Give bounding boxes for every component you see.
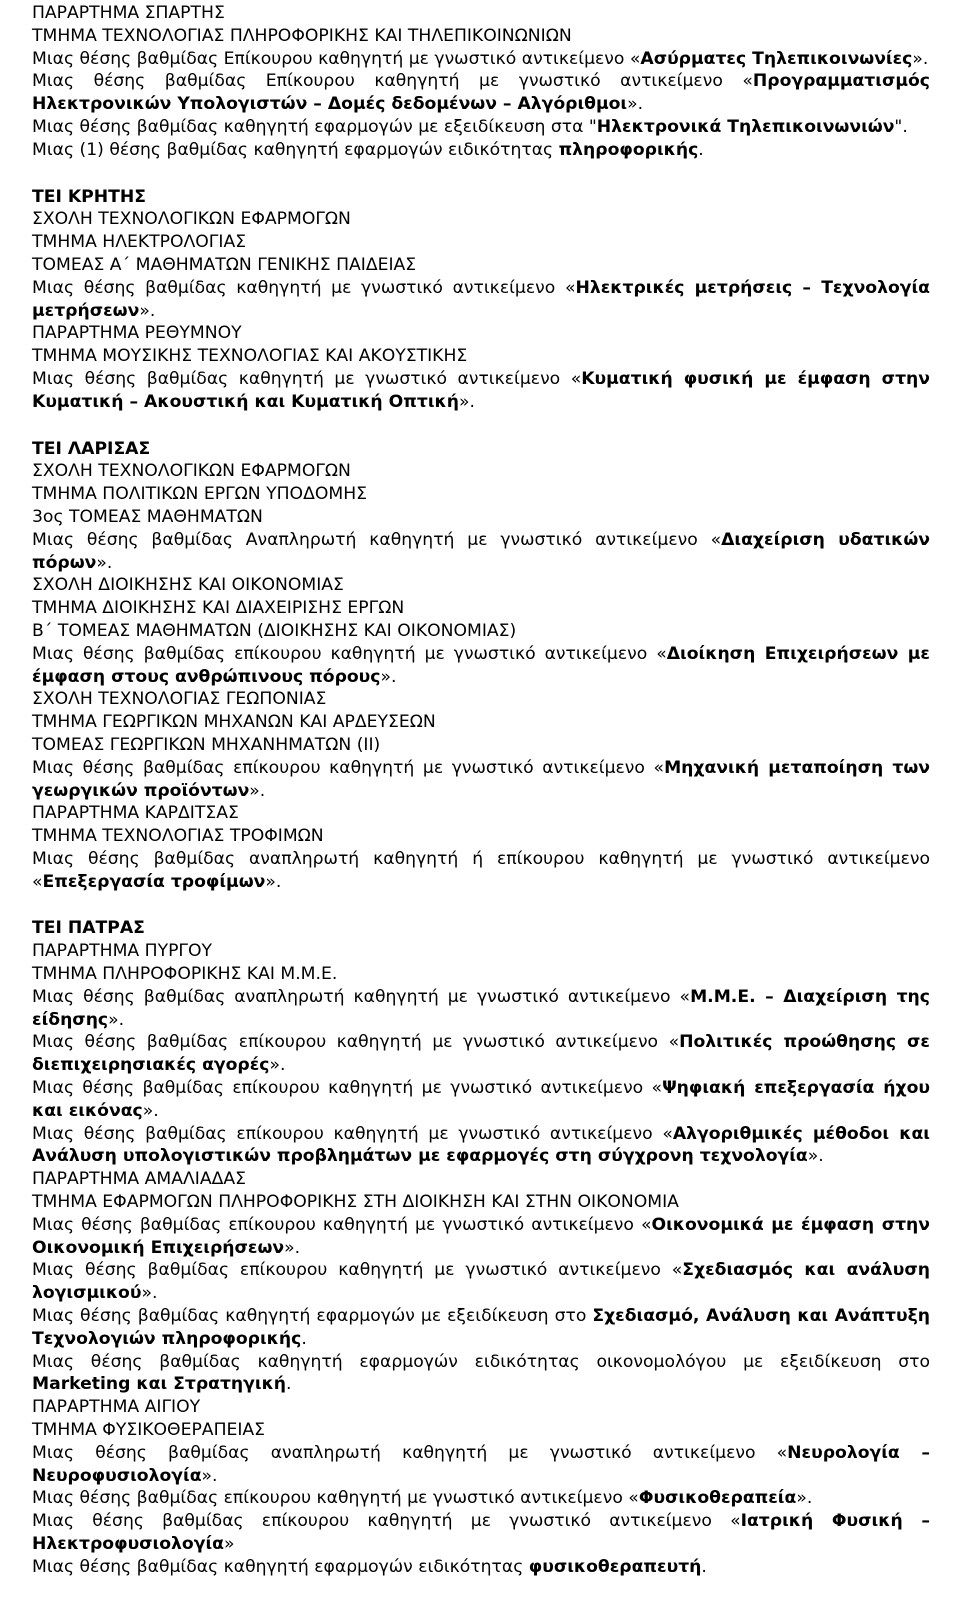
paragraph-text: Μιας θέσης βαθμίδας επίκουρου καθηγητή με γνωστικό αντικείμενο « [32, 643, 667, 664]
position-paragraph [32, 757, 930, 803]
paragraph-text: ». [380, 666, 397, 687]
paragraph-text: Μιας θέσης βαθμίδας Αναπληρωτή καθηγητή με γνωστικό αντικείμενο « [32, 529, 722, 550]
paragraph-text: Μιας θέσης βαθμίδας επίκουρου καθηγητή με γνωστικό αντικείμενο « [32, 1260, 683, 1281]
institution-heading: ΤΕΙ ΛΑΡΙΣΑΣ [32, 438, 151, 459]
subject-text: Επεξεργασία τροφίμων [42, 871, 266, 892]
unit-line: ΤΟΜΕΑΣ Α΄ ΜΑΘΗΜΑΤΩΝ ΓΕΝΙΚΗΣ ΠΑΙΔΕΙΑΣ [32, 254, 417, 275]
position-paragraph [32, 70, 930, 116]
position-paragraph [32, 986, 930, 1032]
position-paragraph [32, 1487, 930, 1510]
paragraph-text: Μιας θέσης βαθμίδας επίκουρου καθηγητή με γνωστικό αντικείμενο « [32, 757, 665, 778]
subject-text: Κυματική φυσική με έμφαση στην Κυματική – Ακουστική και Κυματική Οπτική [32, 368, 930, 412]
unit-line: ΠΑΡΑΡΤΗΜΑ ΠΥΡΓΟΥ [32, 941, 213, 962]
subject-text: Ιατρική Φυσική – Ηλεκτροφυσιολογία [32, 1511, 930, 1554]
paragraph-text: Μιας θέσης βαθμίδας καθηγητή εφαρμογών με εξειδίκευση στα " [32, 116, 597, 137]
unit-line: ΤΜΗΜΑ ΓΕΩΡΓΙΚΩΝ ΜΗΧΑΝΩΝ ΚΑΙ ΑΡΔΕΥΣΕΩΝ [32, 712, 436, 733]
paragraph-text: ». [141, 1283, 158, 1304]
subject-text: Σχεδιασμός και ανάλυση λογισμικού [32, 1260, 930, 1304]
unit-line: ΤΜΗΜΑ ΤΕΧΝΟΛΟΓΙΑΣ ΠΛΗΡΟΦΟΡΙΚΗΣ ΚΑΙ ΤΗΛΕΠΙΚΟΙΝΩΝΙΩΝ [32, 25, 572, 46]
position-paragraph [32, 848, 930, 894]
subject-text: Νευρολογία – Νευροφυσιολογία [32, 1442, 930, 1486]
subject-text: Πολιτικές προώθησης σε διεπιχειρησιακές αγορές [32, 1032, 930, 1076]
position-paragraph [32, 1556, 930, 1579]
subject-text: Οικονομικά με έμφαση στην Οικονομική Επιχειρήσεων [32, 1214, 930, 1258]
paragraph-text: ». [249, 780, 266, 801]
paragraph-text: Μιας θέσης βαθμίδας καθηγητή με γνωστικό αντικείμενο « [32, 277, 576, 298]
subject-text: φυσικοθεραπευτή [528, 1556, 702, 1577]
position-paragraph [32, 1259, 930, 1305]
paragraph-text: ». [139, 300, 156, 321]
unit-line: ΣΧΟΛΗ ΤΕΧΝΟΛΟΓΙΚΩΝ ΕΦΑΡΜΟΓΩΝ [32, 461, 351, 482]
position-paragraph [32, 1214, 930, 1260]
position-paragraph [32, 1351, 930, 1397]
subject-text: Ψηφιακή επεξεργασία ήχου και εικόνας [32, 1078, 930, 1121]
subject-text: Μ.Μ.Ε. – Διαχείριση της είδησης [32, 986, 930, 1030]
paragraph-text: . [301, 1328, 307, 1349]
unit-line: ΤΜΗΜΑ ΜΟΥΣΙΚΗΣ ΤΕΧΝΟΛΟΓΙΑΣ ΚΑΙ ΑΚΟΥΣΤΙΚΗΣ [32, 346, 468, 367]
paragraph-text: ». [796, 1488, 813, 1509]
subject-text: Μηχανική μεταποίηση των γεωργικών προϊόντων [32, 757, 930, 801]
paragraph-text: Μιας θέσης βαθμίδας Επίκουρου καθηγητή με γνωστικό αντικείμενο « [32, 71, 753, 92]
unit-line: ΣΧΟΛΗ ΤΕΧΝΟΛΟΓΙΚΩΝ ΕΦΑΡΜΟΓΩΝ [32, 209, 351, 230]
paragraph-text: Μιας θέσης βαθμίδας καθηγητή με γνωστικό αντικείμενο « [32, 368, 582, 389]
paragraph-text: Μιας θέσης βαθμίδας επίκουρου καθηγητή με γνωστικό αντικείμενο « [32, 1214, 652, 1235]
unit-line: ΤΜΗΜΑ ΠΟΛΙΤΙΚΩΝ ΕΡΓΩΝ ΥΠΟΔΟΜΗΣ [32, 484, 367, 505]
paragraph-text: ». [807, 1146, 824, 1167]
paragraph-text: Μιας θέσης βαθμίδας Επίκουρου καθηγητή με γνωστικό αντικείμενο « [32, 48, 641, 69]
section-spacer [32, 893, 930, 917]
paragraph-text: . [698, 139, 704, 160]
unit-line: ΤΜΗΜΑ ΗΛΕΚΤΡΟΛΟΓΙΑΣ [32, 232, 247, 253]
paragraph-text: ". [894, 116, 908, 137]
unit-line: ΣΧΟΛΗ ΤΕΧΝΟΛΟΓΙΑΣ ΓΕΩΠΟΝΙΑΣ [32, 689, 327, 710]
paragraph-text: Μιας θέσης βαθμίδας επίκουρου καθηγητή με γνωστικό αντικείμενο « [32, 1488, 639, 1509]
unit-line: ΠΑΡΑΡΤΗΜΑ ΑΙΓΙΟΥ [32, 1397, 201, 1418]
paragraph-text: Μιας θέσης βαθμίδας επίκουρου καθηγητή με γνωστικό αντικείμενο « [32, 1123, 673, 1144]
subject-text: Διοίκηση Επιχειρήσεων με έμφαση στους ανθρώπινους πόρους [32, 643, 930, 687]
paragraph-text: Μιας θέσης βαθμίδας καθηγητή εφαρμογών ειδικότητας [32, 1556, 529, 1577]
paragraph-text: Μιας θέσης βαθμίδας επίκουρου καθηγητή με γνωστικό αντικείμενο « [32, 1078, 663, 1099]
unit-line: ΤΜΗΜΑ ΔΙΟΙΚΗΣΗΣ ΚΑΙ ΔΙΑΧΕΙΡΙΣΗΣ ΕΡΓΩΝ [32, 598, 405, 619]
subject-text: πληροφορικής [558, 139, 699, 160]
position-paragraph [32, 529, 930, 575]
subject-text: Σχεδιασμό, Ανάλυση και Ανάπτυξη Τεχνολογιών πληροφορικής [32, 1306, 930, 1349]
paragraph-text: Μιας θέσης βαθμίδας αναπληρωτή καθηγητή με γνωστικό αντικείμενο « [32, 986, 691, 1007]
subject-text: Αλγοριθμικές μέθοδοι και Ανάλυση υπολογιστικών προβλημάτων με εφαρμογές στη σύγχρονη τεχνολογία [32, 1123, 930, 1167]
paragraph-text: ». [142, 1100, 159, 1121]
unit-line: ΣΧΟΛΗ ΔΙΟΙΚΗΣΗΣ ΚΑΙ ΟΙΚΟΝΟΜΙΑΣ [32, 575, 344, 596]
unit-line: ΤΜΗΜΑ ΤΕΧΝΟΛΟΓΙΑΣ ΤΡΟΦΙΜΩΝ [32, 826, 324, 847]
institution-heading: ΤΕΙ ΠΑΤΡΑΣ [32, 918, 145, 939]
paragraph-text: ». [265, 871, 282, 892]
unit-line: Β΄ ΤΟΜΕΑΣ ΜΑΘΗΜΑΤΩΝ (ΔΙΟΙΚΗΣΗΣ ΚΑΙ ΟΙΚΟΝΟΜΙΑΣ) [32, 620, 517, 641]
position-paragraph [32, 139, 930, 162]
section-spacer [32, 162, 930, 186]
unit-line: ΤΜΗΜΑ ΦΥΣΙΚΟΘΕΡΑΠΕΙΑΣ [32, 1420, 266, 1441]
paragraph-text: ». [627, 94, 644, 115]
paragraph-text: Μιας θέσης βαθμίδας καθηγητή εφαρμογών ειδικότητας οικονομολόγου με εξειδίκευση στο [32, 1351, 930, 1372]
paragraph-text: ». [96, 552, 113, 573]
subject-text: Φυσικοθεραπεία [638, 1488, 797, 1509]
position-paragraph [32, 1442, 930, 1488]
paragraph-text: » [223, 1534, 235, 1554]
paragraph-text: Μιας θέσης βαθμίδας επίκουρου καθηγητή με γνωστικό αντικείμενο « [32, 1032, 680, 1053]
subject-text: Ηλεκτρικές μετρήσεις – Τεχνολογία μετρήσεων [32, 277, 930, 321]
unit-line: ΤΜΗΜΑ ΠΛΗΡΟΦΟΡΙΚΗΣ ΚΑΙ Μ.Μ.Ε. [32, 964, 338, 985]
position-paragraph [32, 277, 930, 323]
position-paragraph [32, 48, 930, 71]
paragraph-text: ». [108, 1009, 125, 1030]
paragraph-text: . [701, 1556, 707, 1577]
subject-text: Προγραμματισμός Ηλεκτρονικών Υπολογιστών – Δομές δεδομένων – Αλγόριθμοι [32, 71, 930, 115]
position-paragraph [32, 116, 930, 139]
paragraph-text: Μιας θέσης βαθμίδας επίκουρου καθηγητή με γνωστικό αντικείμενο « [32, 1511, 741, 1532]
position-paragraph [32, 1077, 930, 1123]
paragraph-text: ». [458, 391, 475, 412]
paragraph-text: Μιας θέσης βαθμίδας καθηγητή εφαρμογών με εξειδίκευση στο [32, 1306, 593, 1327]
position-paragraph [32, 1305, 930, 1351]
paragraph-text: . [286, 1374, 292, 1395]
unit-line: 3ος ΤΟΜΕΑΣ ΜΑΘΗΜΑΤΩΝ [32, 506, 263, 527]
paragraph-text: Μιας (1) θέσης βαθμίδας καθηγητή εφαρμογών ειδικότητας [32, 139, 559, 160]
position-paragraph [32, 643, 930, 689]
subject-text: Ηλεκτρονικά Τηλεπικοινωνιών [596, 116, 895, 137]
subject-text: Marketing και Στρατηγική [32, 1374, 287, 1395]
paragraph-text: Μιας θέσης βαθμίδας αναπληρωτή καθηγητή ή επίκουρου καθηγητή με γνωστικό αντικείμενο « [32, 848, 930, 892]
unit-line: ΤΜΗΜΑ ΕΦΑΡΜΟΓΩΝ ΠΛΗΡΟΦΟΡΙΚΗΣ ΣΤΗ ΔΙΟΙΚΗΣΗ ΚΑΙ ΣΤΗΝ ΟΙΚΟΝΟΜΙΑ [32, 1192, 679, 1213]
unit-line: ΠΑΡΑΡΤΗΜΑ ΡΕΘΥΜΝΟΥ [32, 323, 242, 344]
paragraph-text: ». [269, 1055, 286, 1076]
position-paragraph [32, 1031, 930, 1077]
institution-heading: ΤΕΙ ΚΡΗΤΗΣ [32, 186, 146, 207]
paragraph-text: ». [201, 1465, 218, 1486]
position-paragraph [32, 1510, 930, 1556]
subject-text: Διαχείριση υδατικών πόρων [32, 529, 930, 573]
paragraph-text: ». [284, 1237, 301, 1258]
paragraph-text: Μιας θέσης βαθμίδας αναπληρωτή καθηγητή με γνωστικό αντικείμενο « [32, 1442, 788, 1463]
unit-line: ΠΑΡΑΡΤΗΜΑ ΑΜΑΛΙΑΔΑΣ [32, 1169, 246, 1190]
unit-line: ΠΑΡΑΡΤΗΜΑ ΚΑΡΔΙΤΣΑΣ [32, 803, 239, 824]
unit-line: ΤΟΜΕΑΣ ΓΕΩΡΓΙΚΩΝ ΜΗΧΑΝΗΜΑΤΩΝ (ΙΙ) [32, 734, 381, 755]
unit-line: ΠΑΡΑΡΤΗΜΑ ΣΠΑΡΤΗΣ [32, 3, 225, 23]
subject-text: Ασύρματες Τηλεπικοινωνίες [640, 48, 913, 69]
position-paragraph [32, 1123, 930, 1169]
position-paragraph [32, 368, 930, 414]
paragraph-text: ». [912, 48, 929, 69]
section-spacer [32, 414, 930, 438]
